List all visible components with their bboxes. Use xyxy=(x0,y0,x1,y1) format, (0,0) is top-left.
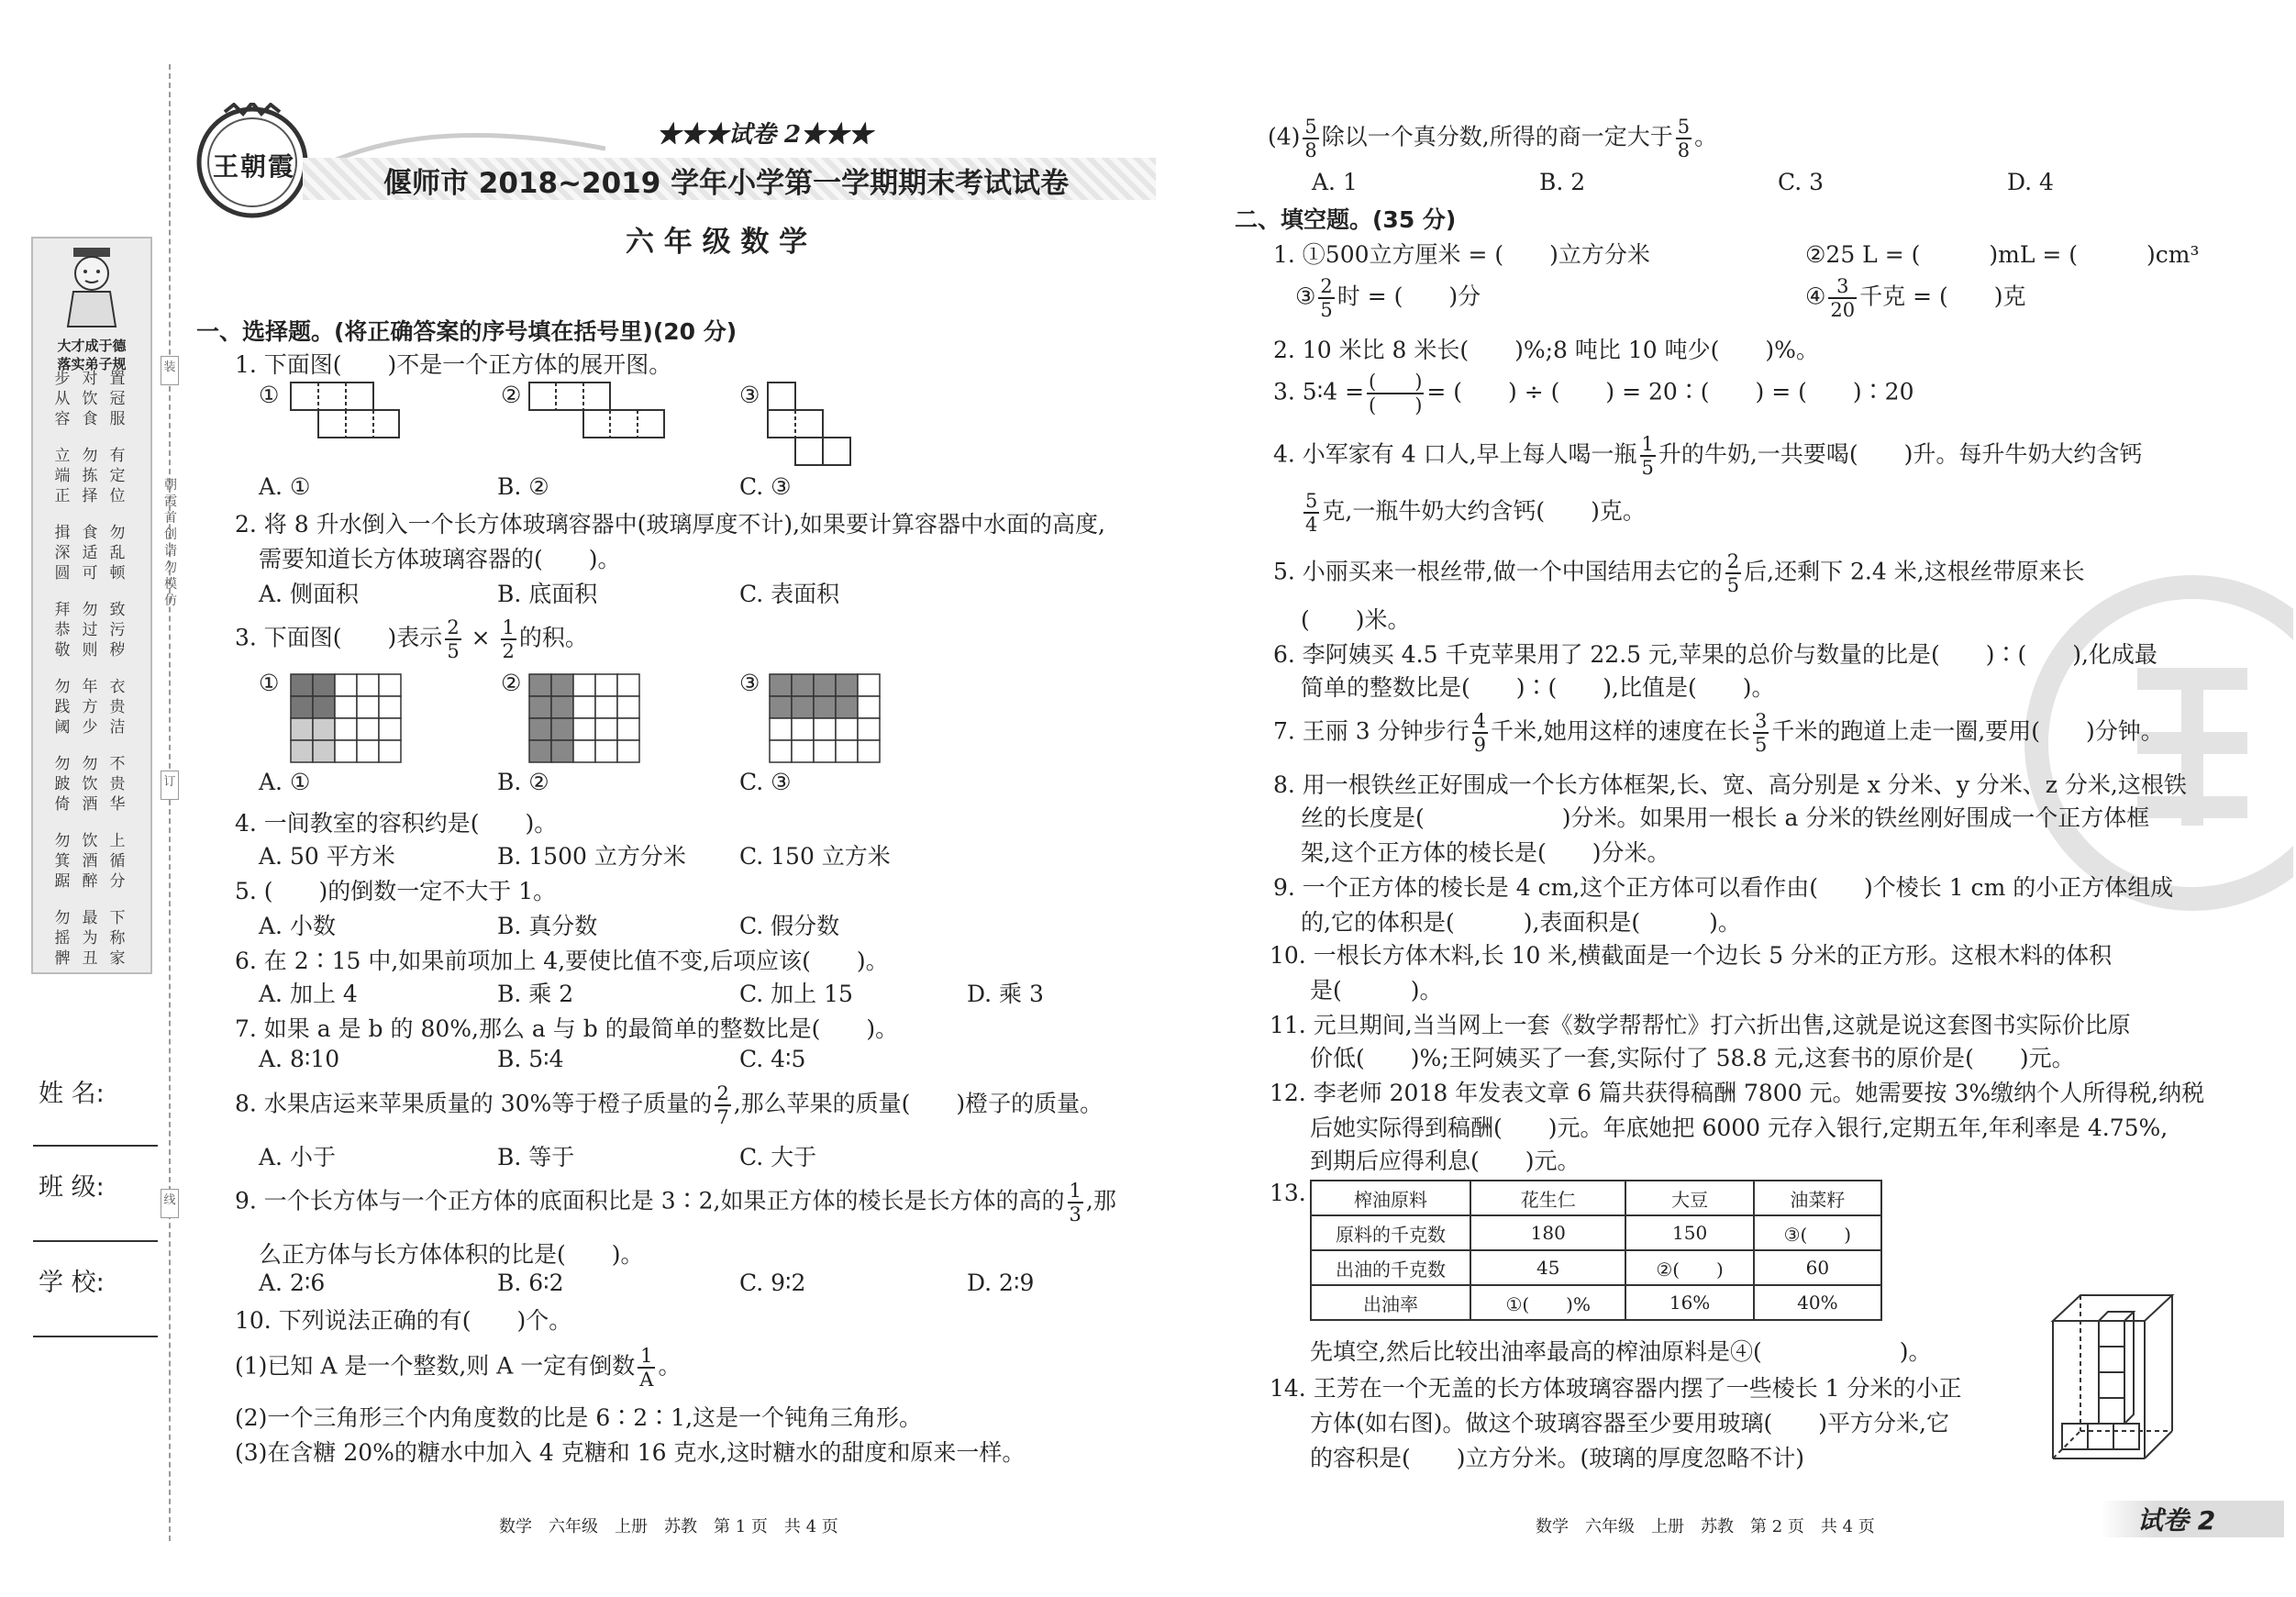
grid-diagram-2 xyxy=(528,673,640,763)
grid-cell xyxy=(792,718,814,740)
f5-fraction xyxy=(1725,550,1741,596)
q10-statement-4 xyxy=(1268,116,1717,161)
f8-line2: 丝的长度是( )分米。如果用一根长 a 分米的铁丝刚好围成一个正方体框 xyxy=(1301,804,2150,831)
grid-cell xyxy=(529,740,551,762)
f7-f1-den: 9 xyxy=(1473,734,1486,756)
grid-cell xyxy=(379,674,401,696)
q8-fraction xyxy=(715,1082,730,1128)
strip-column: 勿箕踞 xyxy=(54,832,71,891)
q10-s1-fraction xyxy=(638,1345,655,1391)
strip-column: 最为丑 xyxy=(82,909,98,968)
table-cell: ③( ) xyxy=(1754,1215,1881,1250)
f1-p4-num: 3 xyxy=(1828,275,1857,299)
binding-mark-3: 线 xyxy=(161,1189,179,1218)
f4-line2 xyxy=(1301,490,1646,536)
f5-line1 xyxy=(1273,550,2085,596)
q7-stem: 7. 如果 a 是 b 的 80%,那么 a 与 b 的最简单的整数比是( )。 xyxy=(235,1015,899,1042)
q2-option-b[interactable]: B. 底面积 xyxy=(497,581,598,607)
exam-title: 偃师市 2018~2019 学年小学第一学期期末考试试卷 xyxy=(383,167,1070,200)
f5-den: 5 xyxy=(1726,574,1740,596)
grid-cell xyxy=(814,674,836,696)
f3-fraction xyxy=(1367,371,1424,416)
strip-column: 立端正 xyxy=(54,447,71,505)
grid-cell xyxy=(617,674,639,696)
q6-option-c[interactable]: C. 加上 15 xyxy=(739,981,853,1007)
strip-column: 上循分 xyxy=(109,832,126,891)
grid-cell xyxy=(313,718,335,740)
f14-line3: 的容积是( )立方分米。(玻璃的厚度忽略不计) xyxy=(1310,1445,1805,1471)
q10-option-c[interactable]: C. 3 xyxy=(1778,169,1825,195)
grid-cell xyxy=(617,718,639,740)
f4-fraction-2 xyxy=(1303,490,1319,536)
table-cell: 16% xyxy=(1625,1285,1753,1320)
strip-column: 勿过则 xyxy=(82,601,98,660)
q8-stem xyxy=(235,1082,1103,1128)
q1-label-1: ① xyxy=(259,382,280,408)
q8-option-a[interactable]: A. 小于 xyxy=(259,1144,336,1170)
grid-cell xyxy=(313,740,335,762)
f13-after: 先填空,然后比较出油率最高的榨油原料是④( )。 xyxy=(1310,1338,1932,1365)
f1-p3-text: 时 = ( )分 xyxy=(1337,283,1481,310)
f4-f2-num: 5 xyxy=(1305,490,1318,512)
f7-text-c: 千米的跑道上走一圈,要用( )分钟。 xyxy=(1771,717,2164,745)
strip-column: 勿践阈 xyxy=(54,678,71,737)
f1-p3-num: 2 xyxy=(1320,275,1333,297)
footer-left: 数学 六年级 上册 苏教 第 1 页 共 4 页 xyxy=(499,1517,838,1536)
f12-line2: 后她实际得到稿酬( )元。年底她把 6000 元存入银行,定期五年,年利率是 4.75%, xyxy=(1310,1115,2168,1141)
f7-f2-num: 3 xyxy=(1754,710,1768,732)
q3-fraction-1 xyxy=(445,616,460,662)
q1-option-b[interactable]: B. ② xyxy=(497,473,549,500)
grid-cell xyxy=(573,696,595,718)
f5-line2: ( )米。 xyxy=(1301,606,1411,633)
table-cell: 出油的千克数 xyxy=(1311,1250,1470,1285)
q10-option-d[interactable]: D. 4 xyxy=(2007,169,2054,195)
grid-cell xyxy=(529,696,551,718)
f1-part4 xyxy=(1805,275,2026,321)
strip-column: 饮酒醉 xyxy=(82,832,98,891)
q9-text-b: ,那 xyxy=(1085,1187,1116,1214)
q4-option-b[interactable]: B. 1500 立方分米 xyxy=(497,843,686,870)
grid-cell xyxy=(357,740,379,762)
q4-stem: 4. 一间教室的容积约是( )。 xyxy=(235,810,558,837)
q1-stem: 1. 下面图( )不是一个正方体的展开图。 xyxy=(235,351,672,378)
f4-text-a: 4. 小军家有 4 口人,早上每人喝一瓶 xyxy=(1273,440,1637,468)
grid-cell xyxy=(617,696,639,718)
grid-cell xyxy=(770,718,792,740)
f14-line1: 14. 王芳在一个无盖的长方体玻璃容器内摆了一些棱长 1 分米的小正 xyxy=(1270,1375,1962,1402)
grid-cell xyxy=(313,696,335,718)
q5-option-c[interactable]: C. 假分数 xyxy=(739,913,840,939)
q2-line2: 需要知道长方体玻璃容器的( )。 xyxy=(259,546,621,572)
f4-f1-num: 1 xyxy=(1641,433,1654,455)
f10-line1: 10. 一根长方体木料,长 10 米,横截面是一个边长 5 分米的正方形。这根木料的体积 xyxy=(1270,942,2113,969)
table-cell: ①( )% xyxy=(1470,1285,1625,1320)
q10-s1-text-a: (1)已知 A 是一个整数,则 A 一定有倒数 xyxy=(235,1352,636,1380)
grid-cell xyxy=(357,674,379,696)
grid-cell xyxy=(792,696,814,718)
q10-option-b[interactable]: B. 2 xyxy=(1539,169,1586,195)
f1-p4-label: ④ xyxy=(1805,283,1826,310)
table-row xyxy=(1311,1215,1881,1250)
f4-line1 xyxy=(1273,433,2142,479)
logo-text: 王朝霞 xyxy=(213,151,296,182)
strip-column: 勿跛倚 xyxy=(54,755,71,814)
q4-option-c[interactable]: C. 150 立方米 xyxy=(739,843,891,870)
f5-text-b: 后,还剩下 2.4 米,这根丝带原来长 xyxy=(1744,558,2085,585)
grid-cell xyxy=(551,696,573,718)
q2-line1: 2. 将 8 升水倒入一个长方体玻璃容器中(玻璃厚度不计),如果要计算容器中水面的高度, xyxy=(235,511,1106,538)
class-label: 班 级: xyxy=(39,1173,105,1202)
q3-stem xyxy=(235,616,588,662)
grid-cell xyxy=(357,696,379,718)
grid-cell xyxy=(858,718,880,740)
q3-option-c[interactable]: C. ③ xyxy=(739,769,792,795)
grid-cell xyxy=(529,674,551,696)
q3-f2-den: 2 xyxy=(502,640,515,662)
f1-part1: 1. ①500立方厘米 = ( )立方分米 xyxy=(1273,241,1650,268)
grid-cell xyxy=(595,696,617,718)
f1-part3 xyxy=(1295,275,1481,321)
q9-option-d[interactable]: D. 2∶9 xyxy=(967,1270,1035,1296)
table-cell: 180 xyxy=(1470,1215,1625,1250)
strip-column: 揖深圆 xyxy=(54,524,71,582)
q8-option-c[interactable]: C. 大于 xyxy=(739,1144,817,1170)
q3-text-a: 3. 下面图( )表示 xyxy=(235,624,443,651)
f1-p4-den: 20 xyxy=(1830,299,1856,321)
strip-column: 置冠服 xyxy=(109,370,126,428)
strip-column: 下称家 xyxy=(109,909,126,968)
q7-option-b[interactable]: B. 5∶4 xyxy=(497,1046,564,1072)
grid-cell xyxy=(573,674,595,696)
q10-s1-text-b: 。 xyxy=(658,1352,682,1380)
grid-cell xyxy=(379,718,401,740)
q4-option-a[interactable]: A. 50 平方米 xyxy=(259,843,395,870)
f12-line1: 12. 李老师 2018 年发表文章 6 篇共获得稿酬 7800 元。她需要按 3%缴纳个人所得税,纳税 xyxy=(1270,1080,2205,1106)
q10-stem: 10. 下列说法正确的有( )个。 xyxy=(235,1307,572,1334)
grid-cell xyxy=(379,740,401,762)
grid-cell xyxy=(573,718,595,740)
grid-cell xyxy=(617,740,639,762)
grid-cell xyxy=(595,718,617,740)
q1-option-a[interactable]: A. ① xyxy=(259,473,311,500)
q1-label-3: ③ xyxy=(739,382,760,408)
f1-p3-label: ③ xyxy=(1295,283,1316,310)
grid-cell xyxy=(770,674,792,696)
q3-text-c: 的积。 xyxy=(518,624,588,651)
f6-line2: 简单的整数比是( )∶( ),比值是( )。 xyxy=(1301,674,1775,701)
grid-cell xyxy=(573,740,595,762)
school-line[interactable] xyxy=(33,1336,158,1337)
f9-line1: 9. 一个正方体的棱长是 4 cm,这个正方体可以看作由( )个棱长 1 cm 的小正方体组成 xyxy=(1273,874,2174,901)
grid-cell xyxy=(595,674,617,696)
grid-cell xyxy=(858,696,880,718)
f1-p4-fraction xyxy=(1828,275,1857,321)
f9-line2: 的,它的体积是( ),表面积是( )。 xyxy=(1301,909,1741,936)
q3-f1-den: 5 xyxy=(447,640,460,662)
grid-cell xyxy=(836,696,858,718)
q9-option-c[interactable]: C. 9∶2 xyxy=(739,1270,806,1296)
strip-column: 不贵华 xyxy=(109,755,126,814)
q10-s4-f2-den: 8 xyxy=(1677,139,1691,161)
q9-line2: 么正方体与长方体体积的比是( )。 xyxy=(259,1241,644,1268)
grid-cell xyxy=(551,740,573,762)
table-cell: 45 xyxy=(1470,1250,1625,1285)
table-cell: ②( ) xyxy=(1625,1250,1753,1285)
grid-cell xyxy=(529,718,551,740)
f1-part2: ②25 L = ( )mL = ( )cm³ xyxy=(1805,241,2200,268)
table-cell: 油菜籽 xyxy=(1754,1181,1881,1215)
f11-line1: 11. 元旦期间,当当网上一套《数学帮帮忙》打六折出售,这就是说这套图书实际价比原 xyxy=(1270,1012,2131,1038)
q1-label-2: ② xyxy=(501,382,522,408)
q10-s4-fraction-2 xyxy=(1676,116,1691,161)
q9-f-den: 3 xyxy=(1069,1203,1081,1225)
q2-option-c[interactable]: C. 表面积 xyxy=(739,581,840,607)
strip-column: 食适可 xyxy=(82,524,98,582)
f8-line3: 架,这个正方体的棱长是( )分米。 xyxy=(1301,839,1670,866)
glass-container-diagram xyxy=(2044,1293,2181,1468)
footer-right: 数学 六年级 上册 苏教 第 2 页 共 4 页 xyxy=(1536,1517,1875,1536)
paper-tag: 试卷 2 xyxy=(2137,1505,2216,1536)
q9-text-a: 9. 一个长方体与一个正方体的底面积比是 3∶2,如果正方体的棱长是长方体的高的 xyxy=(235,1187,1065,1214)
f7-text-b: 千米,她用这样的速度在长 xyxy=(1490,717,1750,745)
net-diagram-3 xyxy=(767,382,877,473)
oil-table xyxy=(1310,1180,1882,1321)
q2-option-a[interactable]: A. 侧面积 xyxy=(259,581,359,607)
f7-text-a: 7. 王丽 3 分钟步行 xyxy=(1273,717,1470,745)
grid-cell xyxy=(313,674,335,696)
f7-fraction-1 xyxy=(1472,710,1488,756)
q10-s4-f1-den: 8 xyxy=(1304,139,1317,161)
table-cell: 榨油原料 xyxy=(1311,1181,1470,1215)
f1-p4-text: 千克 = ( )克 xyxy=(1859,283,2026,310)
table-cell: 150 xyxy=(1625,1215,1753,1250)
q6-option-a[interactable]: A. 加上 4 xyxy=(259,981,358,1007)
grid-cell xyxy=(335,696,357,718)
q10-s4-text-c: 。 xyxy=(1694,123,1718,150)
f4-text-b: 升的牛奶,一共要喝( )升。每升牛奶大约含钙 xyxy=(1658,440,2143,468)
table-row xyxy=(1311,1181,1881,1215)
q6-option-b[interactable]: B. 乘 2 xyxy=(497,981,574,1007)
strip-column: 对饮食 xyxy=(82,370,98,428)
q6-option-d[interactable]: D. 乘 3 xyxy=(967,981,1044,1007)
q10-s4-f2-num: 5 xyxy=(1677,116,1691,138)
q9-f-num: 1 xyxy=(1069,1180,1081,1202)
q8-text-b: ,那么苹果的质量( )橙子的质量。 xyxy=(733,1090,1104,1117)
q10-statement-3: (3)在含糖 20%的糖水中加入 4 克糖和 16 克水,这时糖水的甜度和原来一样。 xyxy=(235,1439,1026,1466)
grid-cell xyxy=(551,674,573,696)
f12-line3: 到期后应得利息( )元。 xyxy=(1310,1148,1581,1174)
f11-line2: 价低( )%;王阿姨买了一套,实际付了 58.8 元,这套书的原价是( )元。 xyxy=(1310,1045,2075,1071)
strip-column: 年方少 xyxy=(82,678,98,737)
f4-text-c: 克,一瓶牛奶大约含钙( )克。 xyxy=(1322,497,1646,525)
q10-s4-text-b: 除以一个真分数,所得的商一定大于 xyxy=(1321,123,1673,150)
grid-cell xyxy=(291,696,313,718)
section2-title: 二、填空题。(35 分) xyxy=(1235,206,1457,233)
f6-line1: 6. 李阿姨买 4.5 千克苹果用了 22.5 元,苹果的总价与数量的比是( )∶( ),化成最 xyxy=(1273,641,2157,668)
table-cell: 40% xyxy=(1754,1285,1881,1320)
strip-column: 勿乱顿 xyxy=(109,524,126,582)
q8-f-den: 7 xyxy=(716,1106,729,1128)
f3-text xyxy=(1273,371,1913,416)
q3-option-a[interactable]: A. ① xyxy=(259,769,311,795)
strip-column: 勿摇髀 xyxy=(54,909,71,968)
grid-cell xyxy=(792,674,814,696)
q10-s4-f1-num: 5 xyxy=(1304,116,1317,138)
grid-cell xyxy=(595,740,617,762)
grid-cell xyxy=(335,718,357,740)
q8-text-a: 8. 水果店运来苹果质量的 30%等于橙子质量的 xyxy=(235,1090,713,1117)
strip-motto-1: 大才成于德 xyxy=(57,338,127,354)
q3-f1-num: 2 xyxy=(447,616,460,638)
q9-option-b[interactable]: B. 6∶2 xyxy=(497,1270,564,1296)
f3-text-a: 3. 5∶4 = xyxy=(1273,378,1365,405)
q7-option-a[interactable]: A. 8∶10 xyxy=(259,1046,340,1072)
f7-text xyxy=(1273,710,2164,756)
grid-cell xyxy=(770,740,792,762)
table-cell: 大豆 xyxy=(1625,1181,1753,1215)
q10-s4-fraction-1 xyxy=(1303,116,1318,161)
q7-option-c[interactable]: C. 4∶5 xyxy=(739,1046,806,1072)
grid-cell xyxy=(291,674,313,696)
grid-cell xyxy=(770,696,792,718)
grid-cell xyxy=(291,740,313,762)
paper-series: ★★★试卷 2★★★ xyxy=(657,121,873,149)
strip-column: 致污秽 xyxy=(109,601,126,660)
grid-cell xyxy=(814,740,836,762)
q10-statement-2: (2)一个三角形三个内角度数的比是 6∶2∶1,这是一个钝角三角形。 xyxy=(235,1404,923,1431)
f3-num: ( ) xyxy=(1369,371,1423,393)
q3-fraction-2 xyxy=(501,616,516,662)
grid-cell xyxy=(858,674,880,696)
school-label: 学 校: xyxy=(39,1269,105,1297)
grid-diagram-1 xyxy=(290,673,402,763)
f14-line2: 方体(如右图)。做这个玻璃容器至少要用玻璃( )平方分米,它 xyxy=(1310,1410,1949,1436)
grid-diagram-3 xyxy=(769,673,881,763)
binding-line xyxy=(169,64,171,1541)
q3-f2-num: 1 xyxy=(502,616,515,638)
q6-stem: 6. 在 2∶15 中,如果前项加上 4,要使比值不变,后项应该( )。 xyxy=(235,948,889,974)
f7-f2-den: 5 xyxy=(1754,734,1768,756)
strip-column: 勿拣择 xyxy=(82,447,98,505)
grid-cell xyxy=(858,740,880,762)
q3-label-2: ② xyxy=(501,670,522,696)
q10-s1-den: A xyxy=(639,1369,654,1391)
q3-label-1: ① xyxy=(259,670,280,696)
f5-text-a: 5. 小丽买来一根丝带,做一个中国结用去它的 xyxy=(1273,558,1723,585)
grid-cell xyxy=(814,718,836,740)
f8-line1: 8. 用一根铁丝正好围成一个长方体框架,长、宽、高分别是 x 分米、y 分米、z 分米,这根铁 xyxy=(1273,771,2187,798)
grid-cell xyxy=(836,740,858,762)
q9-option-a[interactable]: A. 2∶6 xyxy=(259,1270,326,1296)
grid-cell xyxy=(335,674,357,696)
grid-cell xyxy=(335,740,357,762)
q3-text-b: × xyxy=(463,624,498,651)
strip-column: 拜恭敬 xyxy=(54,601,71,660)
q9-stem xyxy=(235,1180,1116,1225)
grid-cell xyxy=(836,674,858,696)
table-cell: 花生仁 xyxy=(1470,1181,1625,1215)
f1-p3-den: 5 xyxy=(1320,299,1333,321)
name-line[interactable] xyxy=(33,1145,158,1147)
q10-s1-num: 1 xyxy=(638,1345,655,1369)
grid-cell xyxy=(814,696,836,718)
section1-title: 一、选择题。(将正确答案的序号填在括号里)(20 分) xyxy=(196,318,738,345)
strip-column: 有定位 xyxy=(109,447,126,505)
strip-motto-2: 落实弟子规 xyxy=(57,356,127,372)
scholar-cartoon-icon xyxy=(61,246,123,328)
f5-num: 2 xyxy=(1726,550,1740,572)
q5-option-b[interactable]: B. 真分数 xyxy=(497,913,598,939)
f4-f2-den: 4 xyxy=(1305,514,1318,536)
q10-s4-text-a: (4) xyxy=(1268,123,1301,150)
f4-fraction-1 xyxy=(1640,433,1656,479)
class-line[interactable] xyxy=(33,1240,158,1242)
strip-column: 衣贵洁 xyxy=(109,678,126,737)
q5-option-a[interactable]: A. 小数 xyxy=(259,913,336,939)
grade-subject: 六 年 级 数 学 xyxy=(626,226,808,259)
f1-p3-fraction xyxy=(1318,275,1334,321)
strip-column: 步从容 xyxy=(54,370,71,428)
q5-stem: 5. ( )的倒数一定不大于 1。 xyxy=(235,878,557,904)
f7-f1-num: 4 xyxy=(1473,710,1486,732)
table-row xyxy=(1311,1250,1881,1285)
vertical-note: 朝霞首创 请勿模仿 xyxy=(164,478,177,608)
grid-cell xyxy=(836,718,858,740)
q8-f-num: 2 xyxy=(716,1082,729,1104)
binding-mark-2: 订 xyxy=(161,771,179,800)
table-cell: 出油率 xyxy=(1311,1285,1470,1320)
net-diagram-2 xyxy=(528,382,666,446)
f3-den: ( ) xyxy=(1369,394,1423,416)
q9-fraction xyxy=(1068,1180,1083,1225)
grid-cell xyxy=(551,718,573,740)
q3-label-3: ③ xyxy=(739,670,760,696)
strip-column: 勿饮酒 xyxy=(82,755,98,814)
grid-cell xyxy=(379,696,401,718)
table-cell: 原料的千克数 xyxy=(1311,1215,1470,1250)
name-label: 姓 名: xyxy=(39,1080,105,1108)
grid-cell xyxy=(291,718,313,740)
table-cell: 60 xyxy=(1754,1250,1881,1285)
q10-option-a[interactable]: A. 1 xyxy=(1312,169,1358,195)
f3-text-b: = ( ) ÷ ( ) = 20∶( ) = ( )∶20 xyxy=(1426,378,1914,405)
grid-cell xyxy=(357,718,379,740)
f10-line2: 是( )。 xyxy=(1310,977,1443,1004)
grid-cell xyxy=(792,740,814,762)
f7-fraction-2 xyxy=(1753,710,1769,756)
net-diagram-1 xyxy=(290,382,400,446)
q1-option-c[interactable]: C. ③ xyxy=(739,473,792,500)
q8-option-b[interactable]: B. 等于 xyxy=(497,1144,575,1170)
f2-text: 2. 10 米比 8 米长( )%;8 吨比 10 吨少( )%。 xyxy=(1273,337,1819,363)
q10-statement-1 xyxy=(235,1345,681,1391)
q3-option-b[interactable]: B. ② xyxy=(497,769,549,795)
f4-f1-den: 5 xyxy=(1641,457,1654,479)
table-row xyxy=(1311,1285,1881,1320)
binding-mark-1: 装 xyxy=(161,356,179,385)
f13-number: 13. xyxy=(1270,1180,1306,1206)
